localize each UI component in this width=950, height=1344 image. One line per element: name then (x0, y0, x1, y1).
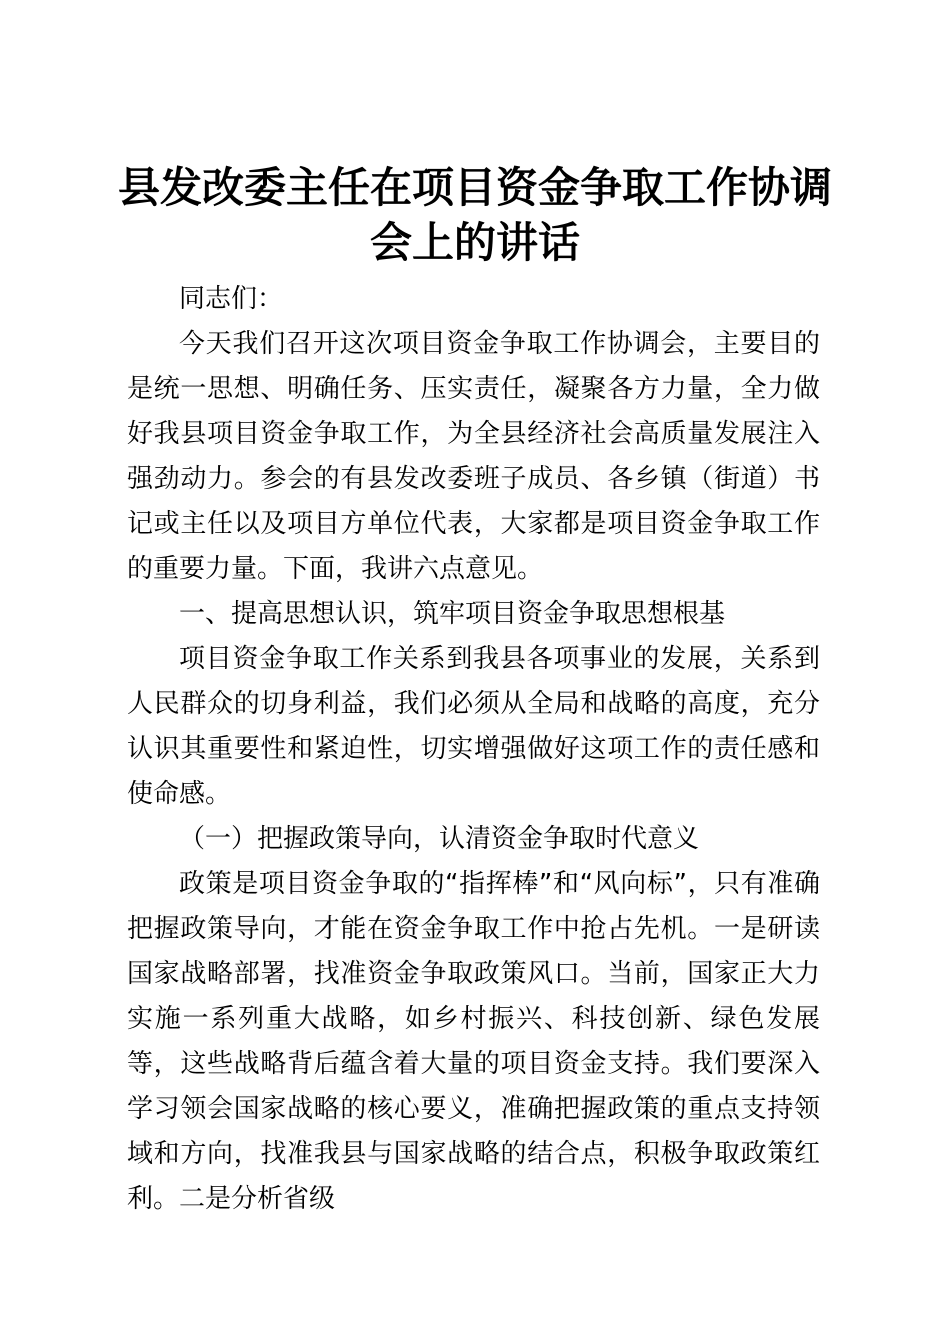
section-heading-1: 一、提高思想认识，筑牢项目资金争取思想根基 (179, 599, 726, 629)
paragraph-intro: 今天我们召开这次项目资金争取工作协调会，主要目的是统一思想、明确任务、压实责任，凝聚各方力量，全力做好我县项目资金争取工作，为全县经济社会高质量发展注入强劲动力。参会的有县发改委班子成员、各乡镇（街道）书记或主任以及项目方单位代表，大家都是项目资金争取工作的重要力量。下面，我讲六点意见。 (127, 329, 820, 584)
document-title: 县发改委主任在项目资金争取工作协调会上的讲话 (117, 163, 832, 267)
paragraph-section-1: 项目资金争取工作关系到我县各项事业的发展，关系到人民群众的切身利益，我们必须从全局和战略的高度，充分认识其重要性和紧迫性，切实增强做好这项工作的责任感和使命感。 (127, 644, 820, 809)
paragraph-subsection-1: 政策是项目资金争取的“指挥棒”和“风向标”，只有准确把握政策导向，才能在资金争取工作中抢占先机。一是研读国家战略部署，找准资金争取政策风口。当前，国家正大力实施一系列重大战略，如乡村振兴、科技创新、绿色发展等，这些战略背后蕴含着大量的项目资金支持。我们要深入学习领会国家战略的核心要义，准确把握政策的重点支持领域和方向，找准我县与国家战略的结合点，积极争取政策红利。二是分析省级 (127, 869, 820, 1214)
greeting: 同志们： (179, 284, 284, 314)
document-body (127, 277, 820, 1222)
subsection-heading-1: （一）把握政策导向，认清资金争取时代意义 (179, 824, 700, 854)
